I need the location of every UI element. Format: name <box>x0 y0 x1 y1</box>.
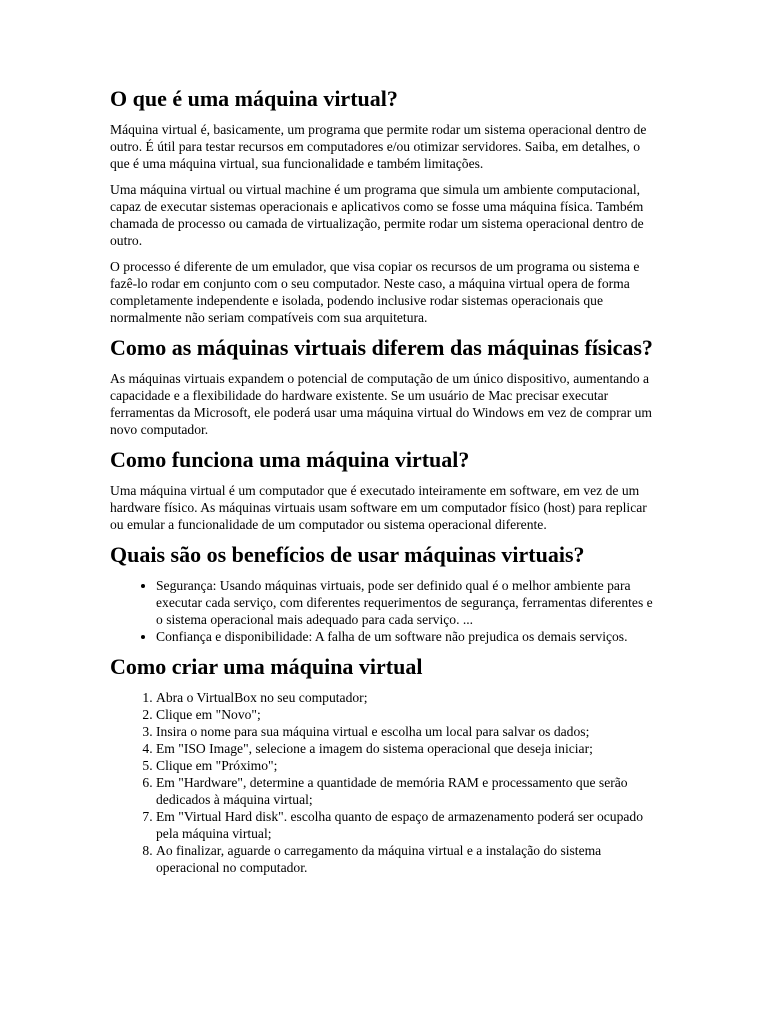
paragraph: Máquina virtual é, basicamente, um programa que permite rodar um sistema operacional dentro de outro. É útil para testar recursos em computadores e/ou otimizar servidores. Saiba, em detalhes, o que é uma máquina virtual, sua funcionalidade e também limitações. <box>110 122 647 171</box>
section-heading-how-vm-works: Como funciona uma máquina virtual? <box>110 447 470 472</box>
paragraph: Uma máquina virtual é um computador que é executado inteiramente em software, em vez de um hardware físico. As máquinas virtuais usam software em um computador físico (host) para replicar ou emular a funcionalidade de um computador ou sistema operacional diferente. <box>110 483 647 532</box>
list-item: • Confiança e disponibilidade: A falha de um software não prejudica os demais serviços. <box>156 628 660 645</box>
steps-list <box>110 689 660 876</box>
list-item: 7. Em "Virtual Hard disk". escolha quanto de espaço de armazenamento poderá ser ocupado pela máquina virtual; <box>156 808 660 842</box>
section-heading-vm-vs-physical: Como as máquinas virtuais diferem das máquinas físicas? <box>110 335 653 360</box>
section-heading-how-to-create: Como criar uma máquina virtual <box>110 654 423 679</box>
list-item: 2. Clique em "Novo"; <box>156 706 660 723</box>
document-page <box>110 86 660 885</box>
paragraph: Uma máquina virtual ou virtual machine é um programa que simula um ambiente computacional, capaz de executar sistemas operacionais e aplicativos como se fosse uma máquina física. Também chamada de processo ou camada de virtualização, permite rodar um sistema operacional dentro de outro. <box>110 182 644 248</box>
list-item: 6. Em "Hardware", determine a quantidade de memória RAM e processamento que serão dedicados à máquina virtual; <box>156 774 660 808</box>
list-item: 3. Insira o nome para sua máquina virtual e escolha um local para salvar os dados; <box>156 723 660 740</box>
list-item: 1. Abra o VirtualBox no seu computador; <box>156 689 660 706</box>
section-heading-benefits: Quais são os benefícios de usar máquinas virtuais? <box>110 542 585 567</box>
section-heading-what-is-vm: O que é uma máquina virtual? <box>110 86 398 111</box>
list-item: • Segurança: Usando máquinas virtuais, pode ser definido qual é o melhor ambiente para executar cada serviço, com diferentes requerimentos de segurança, ferramentas diferentes e o sistema operacional mais adequado para cada serviço. ... <box>156 577 660 628</box>
benefits-list <box>110 577 660 645</box>
paragraph: O processo é diferente de um emulador, que visa copiar os recursos de um programa ou sistema e fazê-lo rodar em conjunto com o seu computador. Neste caso, a máquina virtual opera de forma completamente independente e isolada, podendo inclusive rodar sistemas operacionais que normalmente não seriam compatíveis com sua arquitetura. <box>110 259 640 325</box>
list-item: 8. Ao finalizar, aguarde o carregamento da máquina virtual e a instalação do sistema operacional no computador. <box>156 842 660 876</box>
list-item: 4. Em "ISO Image", selecione a imagem do sistema operacional que deseja iniciar; <box>156 740 660 757</box>
paragraph: As máquinas virtuais expandem o potencial de computação de um único dispositivo, aumentando a capacidade e a flexibilidade do hardware existente. Se um usuário de Mac precisar executar ferramentas da Microsoft, ele poderá usar uma máquina virtual do Windows em vez de comprar um novo computador. <box>110 371 653 437</box>
list-item: 5. Clique em "Próximo"; <box>156 757 660 774</box>
